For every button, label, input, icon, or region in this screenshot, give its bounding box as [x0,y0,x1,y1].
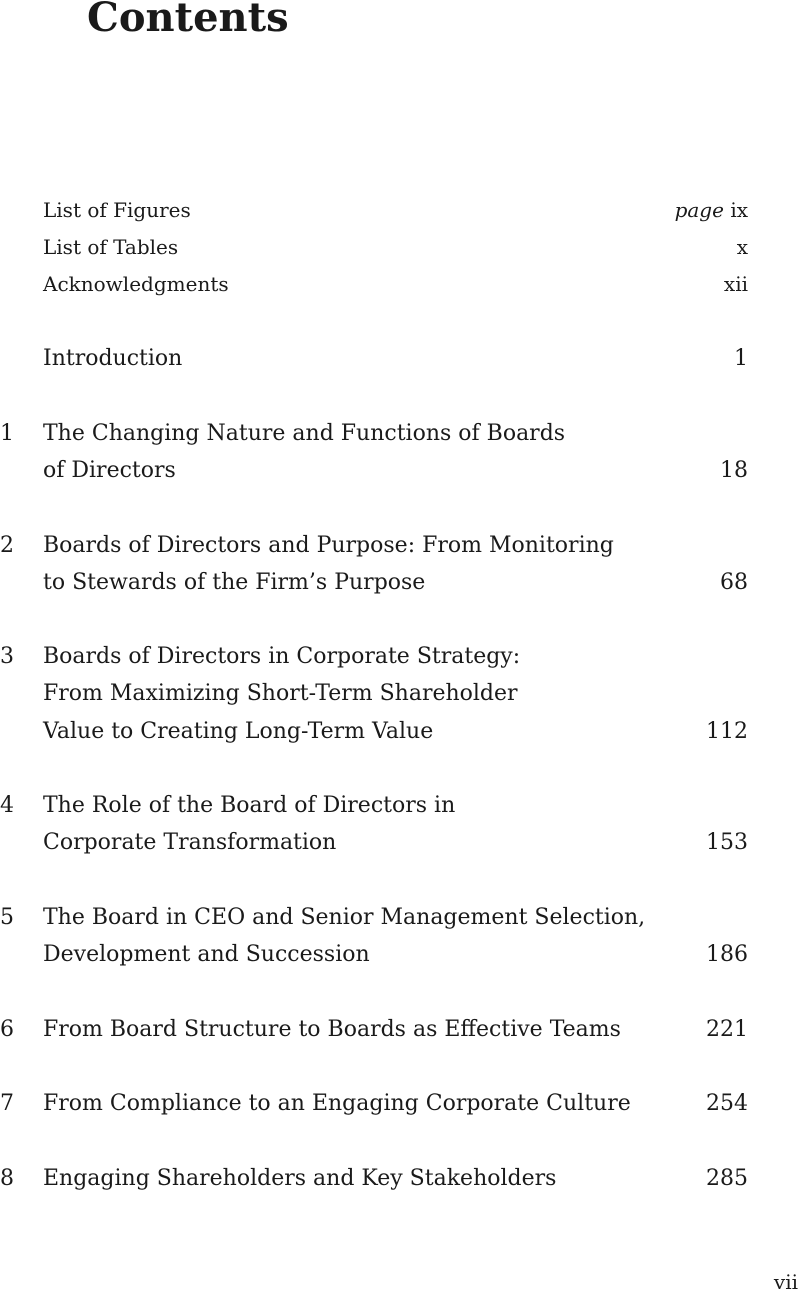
chapter-page: 285 [706,1166,748,1191]
chapter-title-line: Corporate Transformation [43,830,337,855]
chapter-page: 153 [706,830,748,855]
toc-entry-label: Acknowledgments [43,272,229,296]
toc-entry-introduction[interactable] [0,340,800,377]
chapter-number: 7 [0,1091,14,1116]
chapter-number: 2 [0,533,14,558]
toc-entry-label: Introduction [43,346,183,371]
toc-entry-page [675,192,748,229]
chapter-number: 4 [0,793,14,818]
toc-entry-label: List of Tables [43,235,179,259]
chapter-title-line: The Role of the Board of Directors in [43,793,456,818]
chapter-number: 3 [0,644,14,669]
toc-entry-page: 1 [734,346,748,371]
chapter-title-line: Boards of Directors in Corporate Strategy: [43,644,521,669]
chapter-title-line: From Maximizing Short-Term Shareholder [43,681,518,706]
toc-entry-chapter-8[interactable] [0,1160,800,1197]
chapter-number: 1 [0,421,14,446]
chapter-page: 18 [720,458,748,483]
chapter-title-line: to Stewards of the Firm’s Purpose [43,570,426,595]
chapter-title-line: Development and Succession [43,942,370,967]
chapter-page: 68 [720,570,748,595]
chapter-number: 5 [0,905,14,930]
chapter-title-line: Value to Creating Long-Term Value [43,719,434,744]
chapter-page: 254 [706,1091,748,1116]
chapter-number: 8 [0,1166,14,1191]
chapter-title-line: of Directors [43,458,176,483]
chapter-title-line: The Board in CEO and Senior Management Selection, [43,905,646,930]
toc-entry-chapter-6[interactable] [0,1011,800,1048]
toc-entry-page: x [736,235,748,259]
page-number: ix [730,198,748,222]
toc-entry-acknowledgments[interactable] [0,266,800,303]
chapter-page: 112 [706,719,748,744]
chapter-page: 186 [706,942,748,967]
toc-entry-chapter-7[interactable] [0,1085,800,1122]
toc-entry-list-of-figures[interactable] [0,192,800,229]
chapter-title-line: Engaging Shareholders and Key Stakeholders [43,1166,557,1191]
page-folio: vii [773,1270,798,1294]
chapter-page: 221 [706,1017,748,1042]
chapter-title-line: The Changing Nature and Functions of Boards [43,421,566,446]
toc-entry-label: List of Figures [43,198,191,222]
chapter-title-line: From Compliance to an Engaging Corporate Culture [43,1091,631,1116]
chapter-number: 6 [0,1017,14,1042]
chapter-title-line: From Board Structure to Boards as Effective Teams [43,1017,621,1042]
chapter-title-line: Boards of Directors and Purpose: From Monitoring [43,533,614,558]
toc-entry-list-of-tables[interactable] [0,229,800,266]
toc-entry-page: xii [723,272,748,296]
page-prefix: page [674,198,724,222]
page-title: Contents [87,0,289,41]
